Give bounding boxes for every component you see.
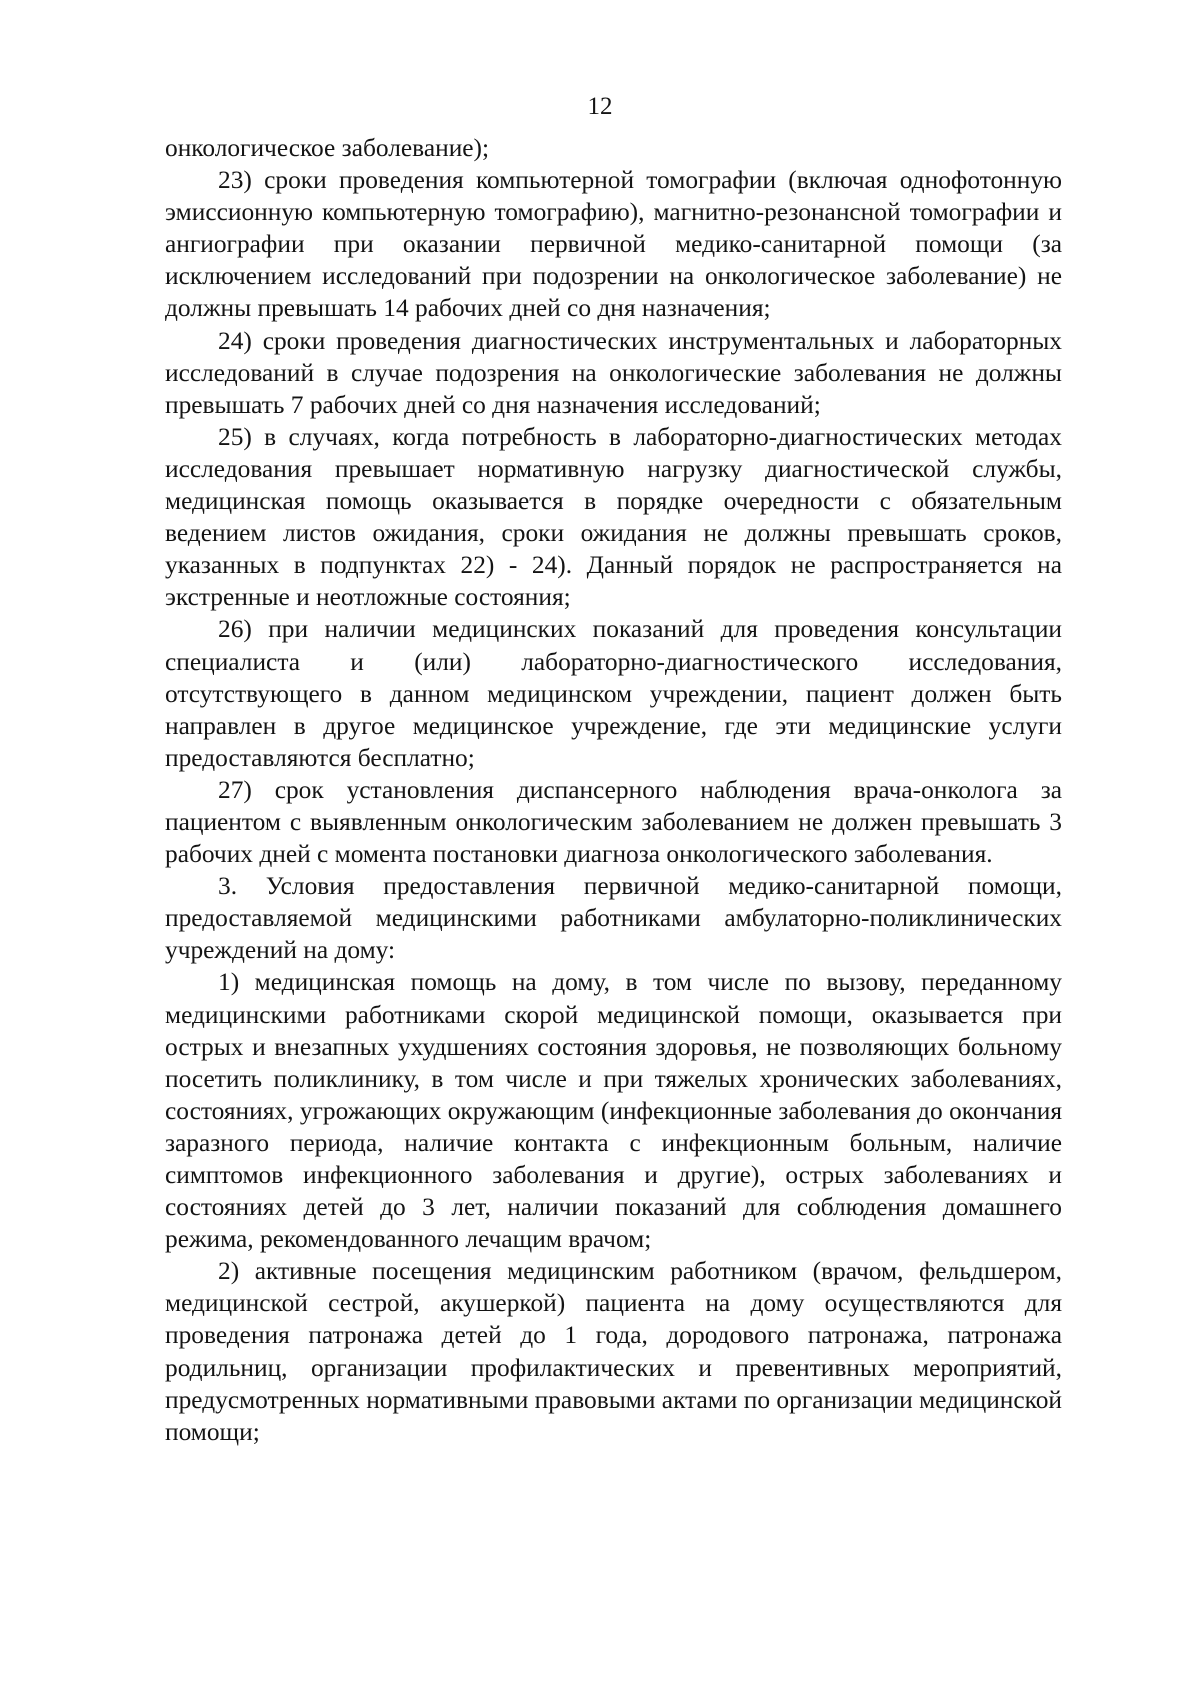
paragraph-item-27: 27) срок установления диспансерного наблюдения врача-онколога за пациентом с выявленным онкологическим заболеванием не должен превышать 3 рабочих дней с момента постановки диагноза онкологического заболевания. [165,775,1062,869]
paragraph-item-23: 23) сроки проведения компьютерной томографии (включая однофотонную эмиссионную компьютерную томографию), магнитно-резонансной томографии и ангиографии при оказании первичной медико-санитарной помощи (за исключением исследований при подозрении на онкологическое заболевание) не должны превышать 14 рабочих дней со дня назначения; [165,166,1062,323]
document-body [165,132,1062,1448]
section-3-heading: 3. Условия предоставления первичной медико-санитарной помощи, предоставляемой медицинскими работниками амбулаторно-поликлинических учреждений на дому: [165,872,1062,965]
paragraph-continuation: онкологическое заболевание); [165,134,490,162]
paragraph-item-24: 24) сроки проведения диагностических инструментальных и лабораторных исследований в случае подозрения на онкологические заболевания не должны превышать 7 рабочих дней со дня назначения исследований; [165,326,1062,419]
paragraph-item-26: 26) при наличии медицинских показаний для проведения консультации специалиста и (или) лабораторно-диагностического исследования, отсутствующего в данном медицинском учреждении, пациент должен быть направлен в другое медицинское учреждение, где эти медицинские услуги предоставляются бесплатно; [165,615,1062,772]
paragraph-item-25: 25) в случаях, когда потребность в лабораторно-диагностических методах исследования превышает нормативную нагрузку диагностической службы, медицинская помощь оказывается в порядке очередности с обязательным ведением листов ожидания, сроки ожидания не должны превышать сроков, указанных в подпунктах 22) - 24). Данный порядок не распространяется на экстренные и неотложные состояния; [165,422,1062,612]
paragraph-home-care-item-1: 1) медицинская помощь на дому, в том числе по вызову, переданному медицинскими работниками скорой медицинской помощи, оказывается при острых и внезапных ухудшениях состояния здоровья, не позволяющих больному посетить поликлинику, в том числе и при тяжелых хронических заболеваниях, состояниях, угрожающих окружающим (инфекционные заболевания до окончания заразного периода, наличие контакта с инфекционным больным, наличие симптомов инфекционного заболевания и другие), острых заболеваниях и состояниях детей до 3 лет, наличии показаний для соблюдения домашнего режима, рекомендованного лечащим врачом; [165,968,1062,1254]
paragraph-home-care-item-2: 2) активные посещения медицинским работником (врачом, фельдшером, медицинской сестрой, акушеркой) пациента на дому осуществляются для проведения патронажа детей до 1 года, дородового патронажа, патронажа родильниц, организации профилактических и превентивных мероприятий, предусмотренных нормативными правовыми актами по организации медицинской помощи; [165,1257,1062,1446]
page-number: 12 [587,93,613,120]
